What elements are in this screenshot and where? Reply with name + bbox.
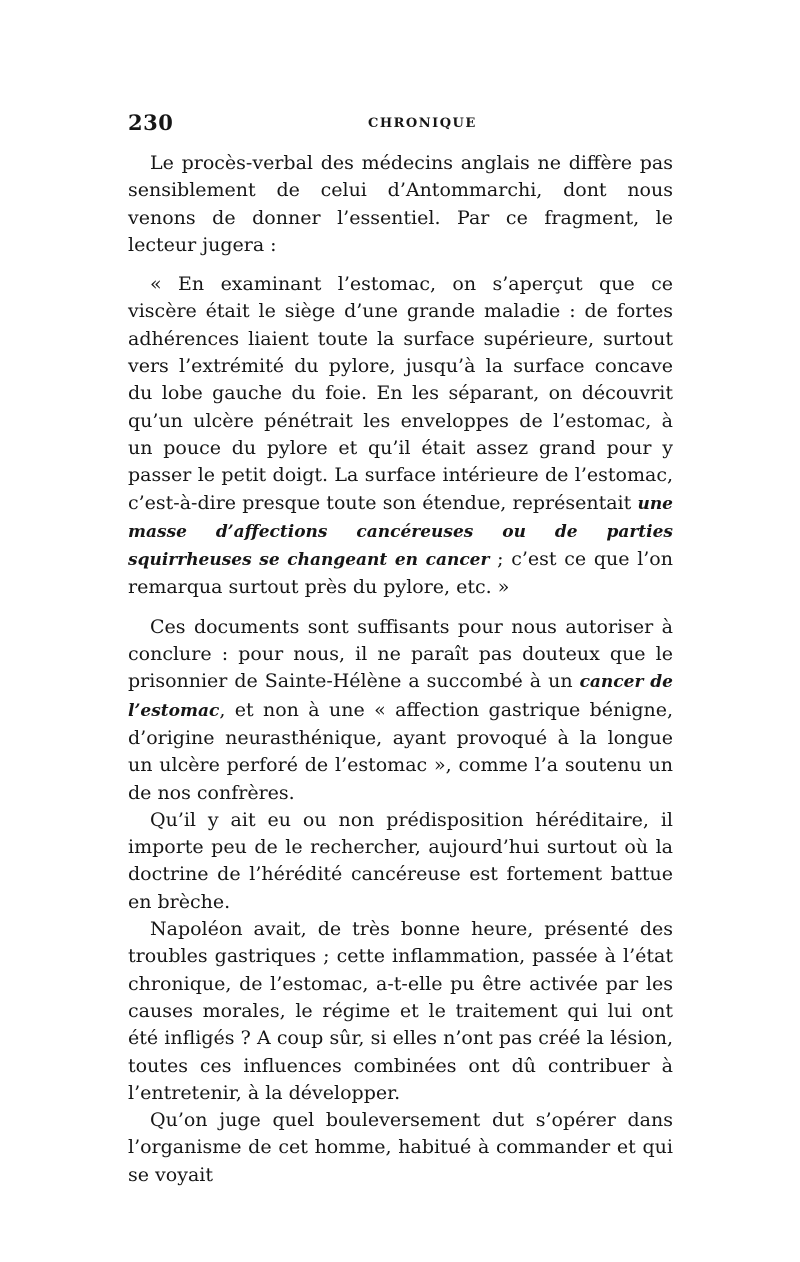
text-run: « En examinant l’estomac, on s’aperçut que ce viscère était le siège d’une grande maladie : de fortes adhérences liaient toute la surface supérieure, surtout vers l’extrémité du pylore, jusqu’à la surface concave du lobe gauche du foie. En les séparant, on découvrit qu’un ulcère pénétrait les enveloppes de l’estomac, à un pouce du pylore et qu’il était assez grand pour y passer le petit doigt. La surface intérieure de l’estomac, c’est-à-dire presque toute son étendue, représentait — [128, 273, 673, 514]
paragraph-conclusion — [128, 614, 673, 807]
running-head: CHRONIQUE — [368, 116, 477, 131]
italic-text-run: cancer de l’estomac — [128, 672, 673, 721]
page-header — [128, 108, 673, 140]
paragraph-quotation — [128, 271, 673, 602]
italic-text-run: une masse d’affections cancéreuses ou de parties squirrheuses se changeant en cancer — [128, 493, 673, 571]
page-number: 230 — [128, 110, 174, 135]
paragraph-troubles-gastriques — [128, 916, 673, 1107]
text-run: Qu’on juge quel bouleversement dut s’opérer dans l’organisme de cet homme, habitué à commander et qui se voyait — [128, 1109, 673, 1186]
text-run: , et non à une « affection gastrique bénigne, d’origine neurasthénique, ayant provoqué à la longue un ulcère perforé de l’estomac », comme l’a soutenu un de nos confrères. — [128, 698, 673, 804]
text-run: Napoléon avait, de très bonne heure, présenté des troubles gastriques ; cette inflammation, passée à l’état chronique, de l’estomac, a-t-elle pu être activée par les causes morales, le régime et le traitement qui lui ont été infligés ? A coup sûr, si elles n’ont pas créé la lésion, toutes ces influences combinées ont dû contribuer à l’entretenir, à la développer. — [128, 918, 673, 1104]
paragraph-bouleversement — [128, 1107, 673, 1189]
text-run: ; c’est ce que l’on remarqua surtout près du pylore, etc. » — [128, 548, 673, 599]
text-run: Ces documents sont suffisants pour nous autoriser à conclure : pour nous, il ne paraît pas douteux que le prisonnier de Sainte-Hélène a succombé à un — [128, 615, 673, 693]
text-run: Le procès-verbal des médecins anglais ne diffère pas sensiblement de celui d’Antommarchi, dont nous venons de donner l’essentiel. Par ce fragment, le lecteur jugera : — [128, 152, 673, 256]
paragraph-heredite — [128, 807, 673, 916]
paragraph-proces-verbal — [128, 150, 673, 259]
body-text — [128, 150, 673, 1189]
text-run: Qu’il y ait eu ou non prédisposition héréditaire, il importe peu de le rechercher, aujourd’hui surtout où la doctrine de l’hérédité cancéreuse est fortement battue en brèche. — [128, 808, 673, 913]
